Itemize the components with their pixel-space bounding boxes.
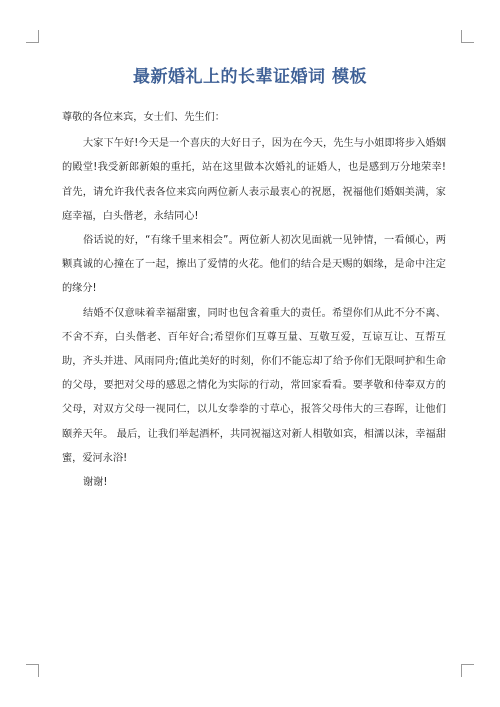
- crop-mark-bottom-right: [461, 664, 474, 677]
- document-body: [62, 106, 446, 495]
- document-title: 最新婚礼上的长辈证婚词 模板: [133, 67, 367, 87]
- crop-mark-bottom-left: [26, 664, 39, 677]
- paragraph-2: 俗话说的好，“有缘千里来相会”。两位新人初次见面就一见钟情，一看倾心，两颗真诚的心撞在了一起，擦出了爱情的火花。他们的结合是天赐的姻缘，是命中注定的缘分!: [62, 235, 446, 295]
- crop-mark-top-left: [26, 30, 39, 43]
- paragraph-1: 大家下午好!今天是一个喜庆的大好日子，因为在今天，先生与小姐即将步入婚姻的殿堂!我受新郎新娘的重托，站在这里做本次婚礼的证婚人，也是感到万分地荣幸!首先，请允许我代表各位来宾向两位新人表示最衷心的祝愿，祝福他们婚姻美满，家庭幸福，白头偕老，永结同心!: [62, 138, 446, 222]
- greeting: 尊敬的各位来宾，女士们、先生们：: [62, 112, 225, 123]
- paragraph-3: 结婚不仅意味着幸福甜蜜，同时也包含着重大的责任。希望你们从此不分不离、不舍不弃，白头偕老、百年好合;希望你们互尊互量、互敬互爱，互谅互让、互帮互助，齐头并进、风雨同舟;值此美好的时刻，你们不能忘却了给予你们无限呵护和生命的父母，要把对父母的感恩之情化为实际的行动，常回家看看。要孝敬和侍奉双方的父母，对双方父母一视同仁，以儿女拳拳的寸草心，报答父母伟大的三春晖，让他们颐养天年。 最后，让我们举起酒杯，共同祝福这对新人相敬如宾，相濡以沫，幸福甜蜜，爱河永浴!: [62, 307, 446, 464]
- closing: 谢谢!: [83, 477, 108, 489]
- crop-mark-top-right: [461, 30, 474, 43]
